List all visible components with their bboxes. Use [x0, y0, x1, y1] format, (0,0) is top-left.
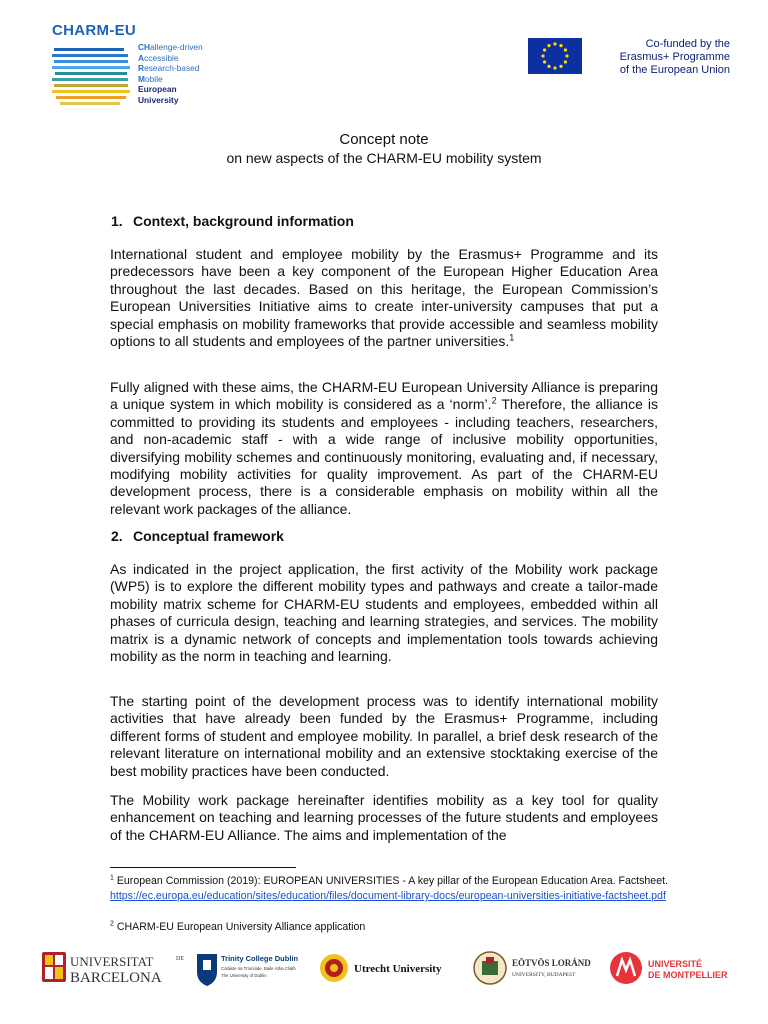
- eu-line: of the European Union: [619, 64, 730, 77]
- footnote-number: 2: [110, 920, 114, 928]
- charm-european: European: [138, 84, 177, 94]
- section-1-paragraph-2: [110, 379, 658, 518]
- footnote-divider: [110, 867, 296, 868]
- footnote-ref: 1: [509, 332, 515, 343]
- section-2-paragraph-1: As indicated in the project application, the first activity of the Mobility work package (WP5) is to explore the different mobility types and pathways and create a tailor-made mobility matrix scheme for CHARM-EU students and employees, embedded within all phases of curricula design, teaching and learning strategies, and services. The mobility matrix is a dynamic network of concepts and implementation tools towards achieving mobility as the norm in teaching and learning.: [110, 561, 658, 665]
- charm-university: University: [138, 94, 179, 105]
- footnote-text: CHARM-EU European University Alliance application: [113, 921, 366, 933]
- paragraph-text: Fully aligned with these aims, the CHARM-EU European University Alliance is preparing a unique system in which mobility is considered as a ‘norm’.: [110, 379, 658, 413]
- universitat-de-barcelona-logo: [40, 948, 190, 988]
- charm-line: Accessible: [138, 52, 179, 63]
- footnote-2: [110, 920, 670, 935]
- tcd-irish: Coláiste na Tríonóide, Baile Átha Cliath: [221, 966, 296, 971]
- section-1-paragraph-1: [110, 246, 658, 350]
- eu-line: Co-funded by the: [645, 38, 730, 50]
- ub-line1: UNIVERSITAT: [70, 954, 154, 969]
- section-title: Context, background information: [133, 213, 354, 229]
- charm-line: Research-based: [138, 63, 200, 73]
- ub-line2: BARCELONA: [70, 970, 162, 986]
- charm-eu-title: CHARM-EU: [52, 22, 137, 39]
- charm-eu-logo: [52, 22, 212, 108]
- trinity-college-dublin-logo: [195, 948, 315, 988]
- eu-cofunded-text: [590, 38, 730, 78]
- tcd-name: Trinity College Dublin: [221, 954, 299, 963]
- um-line2: DE MONTPELLIER: [648, 970, 728, 980]
- factsheet-link[interactable]: https://ec.europa.eu/education/sites/education/files/document-library-docs/european-universities-initiative-factsheet.pdf: [110, 890, 666, 902]
- title-line1: Concept note: [339, 131, 429, 148]
- utrecht-university-logo: [318, 948, 458, 988]
- eu-flag-icon: [528, 38, 582, 74]
- footnote-text: European Commission (2019): EUROPEAN UNIVERSITIES - A key pillar of the European Education Area. Factsheet.: [113, 875, 668, 887]
- section-2-paragraph-2: The starting point of the development process was to identify international mobility activities that have already been funded by the Erasmus+ Programme, including different forms of student and employee mobility. In parallel, a brief desk research of the relevant literature on international mobility and an extensive stocktaking exercise of the best mobility practices have been conducted.: [110, 693, 658, 779]
- section-title: Conceptual framework: [133, 528, 284, 544]
- section-1-heading: [111, 213, 354, 229]
- paragraph-text: Therefore, the alliance is committed to providing its students and employees - including teachers, researchers, and non-academic staff - with a wide range of inclusive mobility opportunities, diversifying mobility schemes and continuously monitoring, evaluating and, if necessary, modifying mobility activities for quality improvement. As part of the CHARM-EU development process, there is a considerable emphasis on mobility within all the relevant work packages of the alliance.: [110, 396, 658, 517]
- uu-name: Utrecht University: [354, 963, 442, 975]
- section-number: 2.: [111, 528, 123, 544]
- um-line1: UNIVERSITÉ: [648, 959, 703, 969]
- footnote-number: 1: [110, 874, 114, 882]
- charm-stripes-icon: [52, 46, 132, 106]
- eotvos-lorand-university-logo: [472, 948, 602, 988]
- elte-sub: UNIVERSITY, BUDAPEST: [512, 972, 576, 978]
- section-2-heading: [111, 528, 284, 544]
- elte-name: EÖTVÖS LORÁND: [512, 958, 591, 968]
- footnote-ref: 2: [491, 395, 497, 406]
- ub-de: DE: [176, 956, 184, 962]
- eu-line: Erasmus+ Programme: [619, 51, 730, 64]
- charm-line: CHallenge-driven: [138, 42, 203, 52]
- charm-line: Mobile: [138, 73, 163, 84]
- page-title: [100, 130, 668, 167]
- universite-de-montpellier-logo: [608, 948, 728, 988]
- footnote-1: [110, 874, 670, 904]
- paragraph-text: International student and employee mobility by the Erasmus+ Programme and its predecessors have been a key component of the European Higher Education Area throughout the last decades. Based on this heritage, the European Commission’s European Universities Initiative aims to create inter-university campuses that put a special emphasis on mobility frameworks that provide accessible and seamless mobility options to all students and employees of the partner universities.: [110, 246, 658, 350]
- section-number: 1.: [111, 213, 123, 229]
- section-2-paragraph-3: The Mobility work package hereinafter identifies mobility as a key tool for quality enhancement on teaching and learning processes of the future students and employees of the CHARM-EU Alliance. The aims and implementation of the: [110, 792, 658, 843]
- charm-eu-acronym: [138, 42, 203, 105]
- tcd-sub: The University of Dublin: [221, 973, 267, 978]
- title-line2: on new aspects of the CHARM-EU mobility system: [226, 150, 542, 166]
